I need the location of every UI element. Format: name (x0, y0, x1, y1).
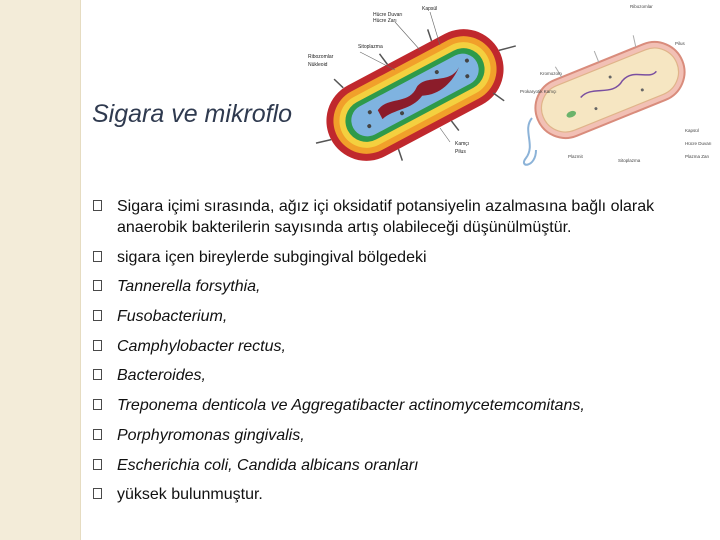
bullet-box-icon (93, 459, 102, 470)
bullet-item (92, 455, 718, 476)
bullet-item (92, 425, 718, 446)
bullet-box-icon (93, 429, 102, 440)
bullet-item (92, 247, 718, 268)
bullet-text: sigara içen bireylerde subgingival bölgedeki (117, 248, 427, 266)
bullet-box-icon (93, 369, 102, 380)
label-r-plazma-zari: Plazma Zarı (685, 154, 710, 159)
label-r-kapsul: Kapsül (685, 128, 699, 133)
bullet-text: Porphyromonas gingivalis, (117, 426, 305, 444)
bullet-text: Bacteroides, (117, 367, 206, 385)
label-hucre-zari: Hücre Zarı (373, 18, 397, 24)
bullet-item (92, 365, 718, 386)
bullet-box-icon (93, 488, 102, 499)
label-ribozomlar: Ribozomlar (308, 54, 334, 60)
prokaryote-diagram-image (520, 4, 712, 165)
bullet-box-icon (93, 251, 102, 262)
bullet-text: Fusobacterium, (117, 308, 228, 326)
bacteria-illustration (300, 0, 720, 170)
label-kapsul: Kapsül (422, 6, 438, 12)
label-r-kamci: Prokaryotik Kamçı (520, 89, 557, 94)
label-r-hucre-duvari: Hücre Duvarı (685, 141, 712, 146)
label-r-pilus: Pilus (675, 41, 685, 46)
label-pilus: Pilus (455, 149, 466, 155)
bullet-box-icon (93, 310, 102, 321)
bullet-text: Treponema denticola ve Aggregatibacter actinomycetemcomitans, (117, 397, 585, 415)
bullet-item (92, 276, 718, 297)
label-r-kromozom: Kromozom (540, 71, 562, 76)
bullet-list (92, 196, 718, 514)
bullet-item (92, 395, 718, 416)
bacterium-cutaway-image (300, 0, 538, 170)
bullet-item (92, 484, 718, 505)
label-nukleoid: Nükleoid (308, 62, 328, 68)
bullet-box-icon (93, 280, 102, 291)
label-r-ribozomlar: Ribozomlar (630, 4, 653, 9)
bullet-box-icon (93, 340, 102, 351)
bullet-text: Sigara içimi sırasında, ağız içi oksidatif potansiyelin azalmasına bağlı olarak anaerobik bakterilerin sayısında artış olabileceği düşünülmüştür. (117, 198, 655, 236)
bullet-text: Tannerella forsythia, (117, 278, 261, 296)
bullet-item (92, 196, 718, 238)
label-hucre-duvari: Hücre Duvarı (373, 12, 403, 18)
label-r-plazmit: Plazmit (568, 154, 583, 159)
slide-title: Sigara ve mikroflo (92, 100, 293, 128)
left-decorative-stripe (0, 0, 80, 540)
bullet-item (92, 306, 718, 327)
bullet-text: Escherichia coli, Candida albicans oranları (117, 456, 419, 474)
bullet-item (92, 336, 718, 357)
bullet-text: Camphylobacter rectus, (117, 337, 286, 355)
label-sitoplazma: Sitoplazma (358, 44, 383, 50)
label-kamci: Kamçı (455, 141, 470, 147)
stripe-divider (80, 0, 81, 540)
bullet-box-icon (93, 200, 102, 211)
label-r-sitoplazma: Sitoplazma (618, 158, 641, 163)
bullet-text: yüksek bulunmuştur. (117, 486, 263, 504)
bullet-box-icon (93, 399, 102, 410)
